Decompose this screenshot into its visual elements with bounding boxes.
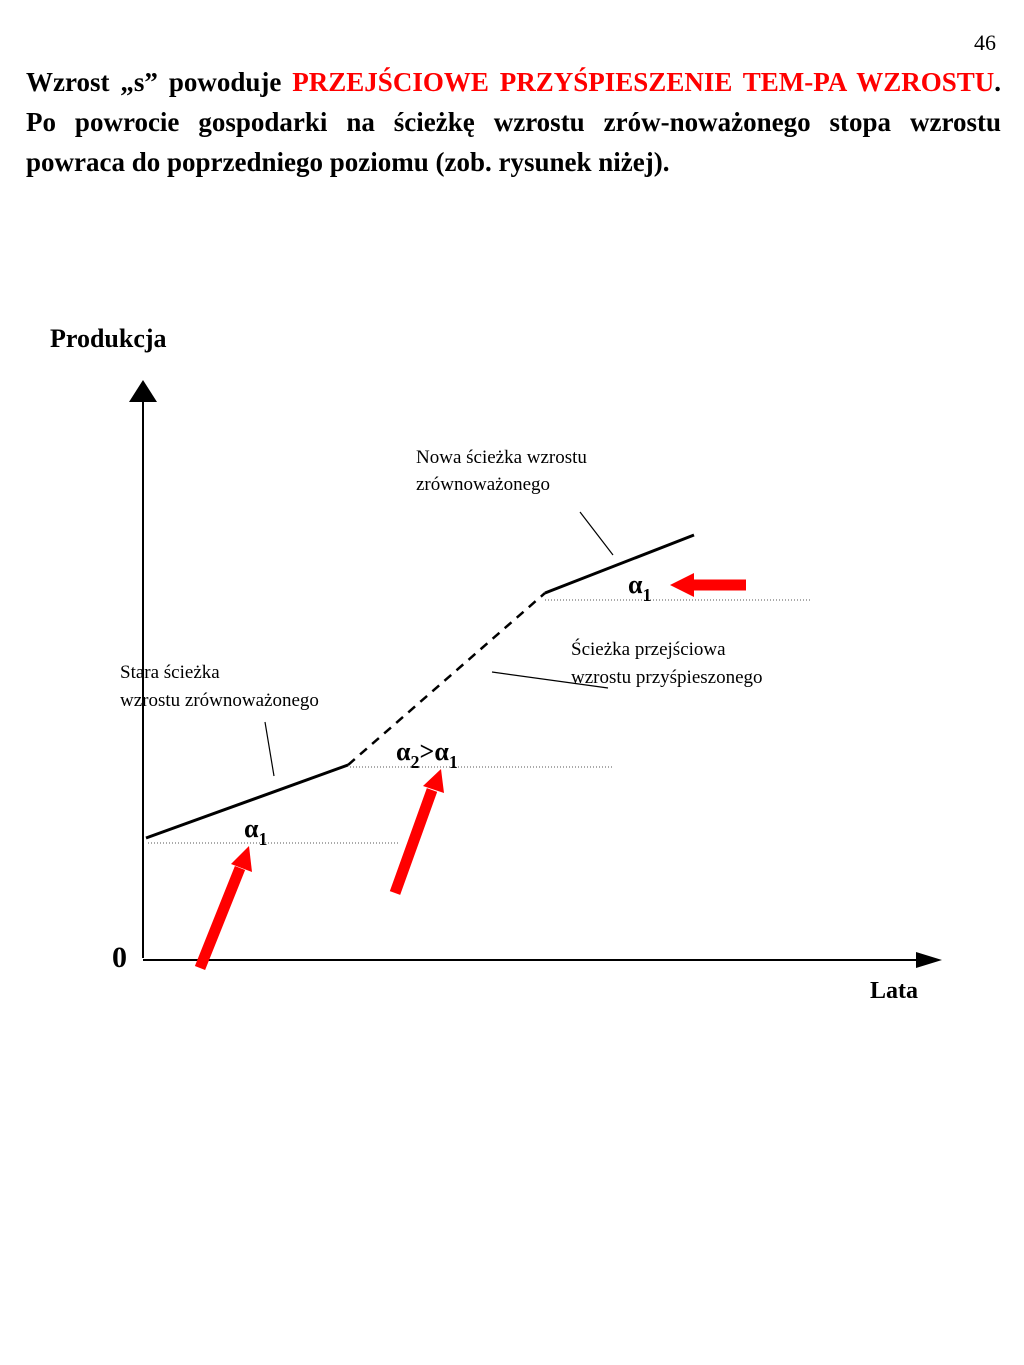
angle-top-label: $\alpha_1$ xyxy=(628,570,652,605)
old-path-label-line2: wzrostu zrównoważonego xyxy=(120,690,319,711)
x-axis-label: Lata xyxy=(870,978,918,1004)
new-path-leader xyxy=(580,512,613,555)
red-arrow-up-mid-icon xyxy=(395,769,444,893)
transition-label-line2: wzrostu przyśpieszonego xyxy=(571,667,763,688)
y-axis-arrowhead xyxy=(129,380,157,402)
red-arrow-up-low-icon xyxy=(200,846,252,968)
origin-label: 0 xyxy=(112,941,127,974)
new-path-label-line1: Nowa ścieżka wzrostu xyxy=(416,447,587,468)
paragraph-highlight: PRZEJŚCIOWE PRZYŚPIESZENIE TEM-PA WZROSTU xyxy=(292,67,995,97)
x-axis-arrowhead xyxy=(916,952,942,968)
red-arrow-left-icon xyxy=(670,573,746,597)
old-path-label-line1: Stara ścieżka xyxy=(120,662,220,683)
angle-low-label: $\alpha_1$ xyxy=(244,814,268,849)
transition-label-line1: Ścieżka przejściowa xyxy=(571,639,726,660)
page-number: 46 xyxy=(974,30,996,55)
paragraph-lead: Wzrost „s” powoduje xyxy=(26,67,293,97)
new-path-label-line2: zrównoważonego xyxy=(416,474,551,495)
old-path-leader xyxy=(265,722,274,776)
y-axis-label: Produkcja xyxy=(50,324,167,353)
angle-mid-label: $\alpha_2>\alpha_1$ xyxy=(396,737,458,772)
paragraph-tail: . Po powrocie gospodarki na ścieżkę wzrostu zrów-noważonego stopa wzrostu powraca do poprzedniego poziomu (zob. rysunek niżej). xyxy=(26,67,1001,177)
